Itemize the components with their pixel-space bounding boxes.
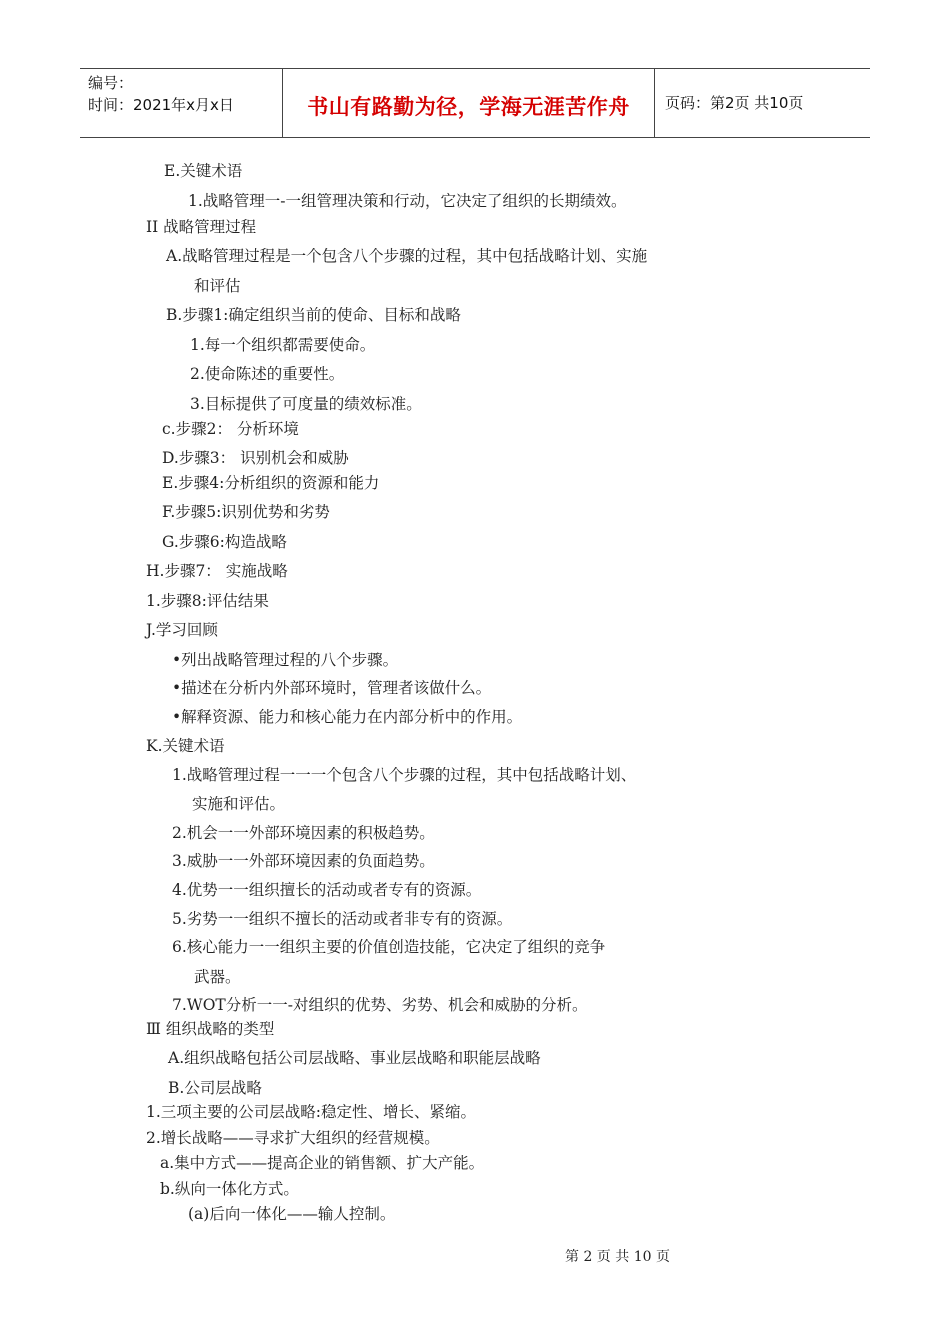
term-item-continued: 实施和评估。 (192, 795, 286, 813)
bullet-item: •描述在分析内外部环境时，管理者该做什么。 (172, 679, 492, 697)
term-item: 7.WOT分析一一-对组织的优势、劣势、机会和威胁的分析。 (172, 996, 588, 1014)
outline-item-continued: 和评估 (194, 277, 241, 295)
list-item: 3.目标提供了可度量的绩效标准。 (190, 395, 422, 413)
outline-item: E.步骤4:分析组织的资源和能力 (162, 474, 380, 492)
outline-item: A.战略管理过程是一个包含八个步骤的过程，其中包括战略计划、实施 (166, 247, 648, 265)
list-item: 1.三项主要的公司层战略:稳定性、增长、紧缩。 (146, 1103, 477, 1121)
term-item-continued: 武器。 (194, 968, 241, 986)
term-item: 1.战略管理过程一一一个包含八个步骤的过程，其中包括战略计划、 (172, 766, 637, 784)
section-heading: II 战略管理过程 (146, 218, 257, 236)
bullet-item: •解释资源、能力和核心能力在内部分析中的作用。 (172, 708, 523, 726)
section-heading: Ⅲ 组织战略的类型 (146, 1020, 275, 1038)
section-heading: J.学习回顾 (146, 621, 218, 639)
section-heading: E.关键术语 (164, 162, 243, 180)
outline-item: c.步骤2： 分析环境 (162, 420, 299, 438)
header-page-info: 页码：第2页 共10页 (665, 94, 804, 112)
term-item: 1.战略管理一-一组管理决策和行动，它决定了组织的长期绩效。 (188, 192, 627, 210)
sub-item: b.纵向一体化方式。 (160, 1180, 299, 1198)
sub-item: a.集中方式——提高企业的销售额、扩大产能。 (160, 1154, 485, 1172)
outline-item: D.步骤3： 识别机会和威胁 (162, 449, 349, 467)
bullet-item: •列出战略管理过程的八个步骤。 (172, 651, 399, 669)
outline-item: G.步骤6:构造战略 (162, 533, 287, 551)
term-item: 2.机会一一外部环境因素的积极趋势。 (172, 824, 435, 842)
outline-item: B.步骤1:确定组织当前的使命、目标和战略 (166, 306, 461, 324)
outline-item: H.步骤7： 实施战略 (146, 562, 288, 580)
header-table (80, 68, 870, 138)
header-meta (88, 72, 234, 116)
page-footer: 第 2 页 共 10 页 (565, 1249, 670, 1265)
list-item: 1.每一个组织都需要使命。 (190, 336, 376, 354)
header-motto: 书山有路勤为径，学海无涯苦作舟 (307, 95, 630, 119)
number-label: 编号： (88, 74, 134, 92)
outline-item: 1.步骤8:评估结果 (146, 592, 269, 610)
term-item: 5.劣势一一组织不擅长的活动或者非专有的资源。 (172, 910, 513, 928)
outline-item: F.步骤5:识别优势和劣势 (162, 503, 330, 521)
sub-sub-item: (a)后向一体化——输人控制。 (188, 1205, 396, 1223)
time-label: 时间：2021年x月x日 (88, 96, 234, 114)
term-item: 6.核心能力一一组织主要的价值创造技能，它决定了组织的竞争 (172, 938, 606, 956)
term-item: 3.威胁一一外部环境因素的负面趋势。 (172, 852, 435, 870)
list-item: 2.增长战略——寻求扩大组织的经营规模。 (146, 1129, 440, 1147)
outline-item: A.组织战略包括公司层战略、事业层战略和职能层战略 (168, 1049, 541, 1067)
section-heading: K.关键术语 (146, 737, 225, 755)
term-item: 4.优势一一组织擅长的活动或者专有的资源。 (172, 881, 482, 899)
list-item: 2.使命陈述的重要性。 (190, 365, 345, 383)
header-divider (654, 69, 655, 137)
outline-item: B.公司层战略 (168, 1079, 262, 1097)
